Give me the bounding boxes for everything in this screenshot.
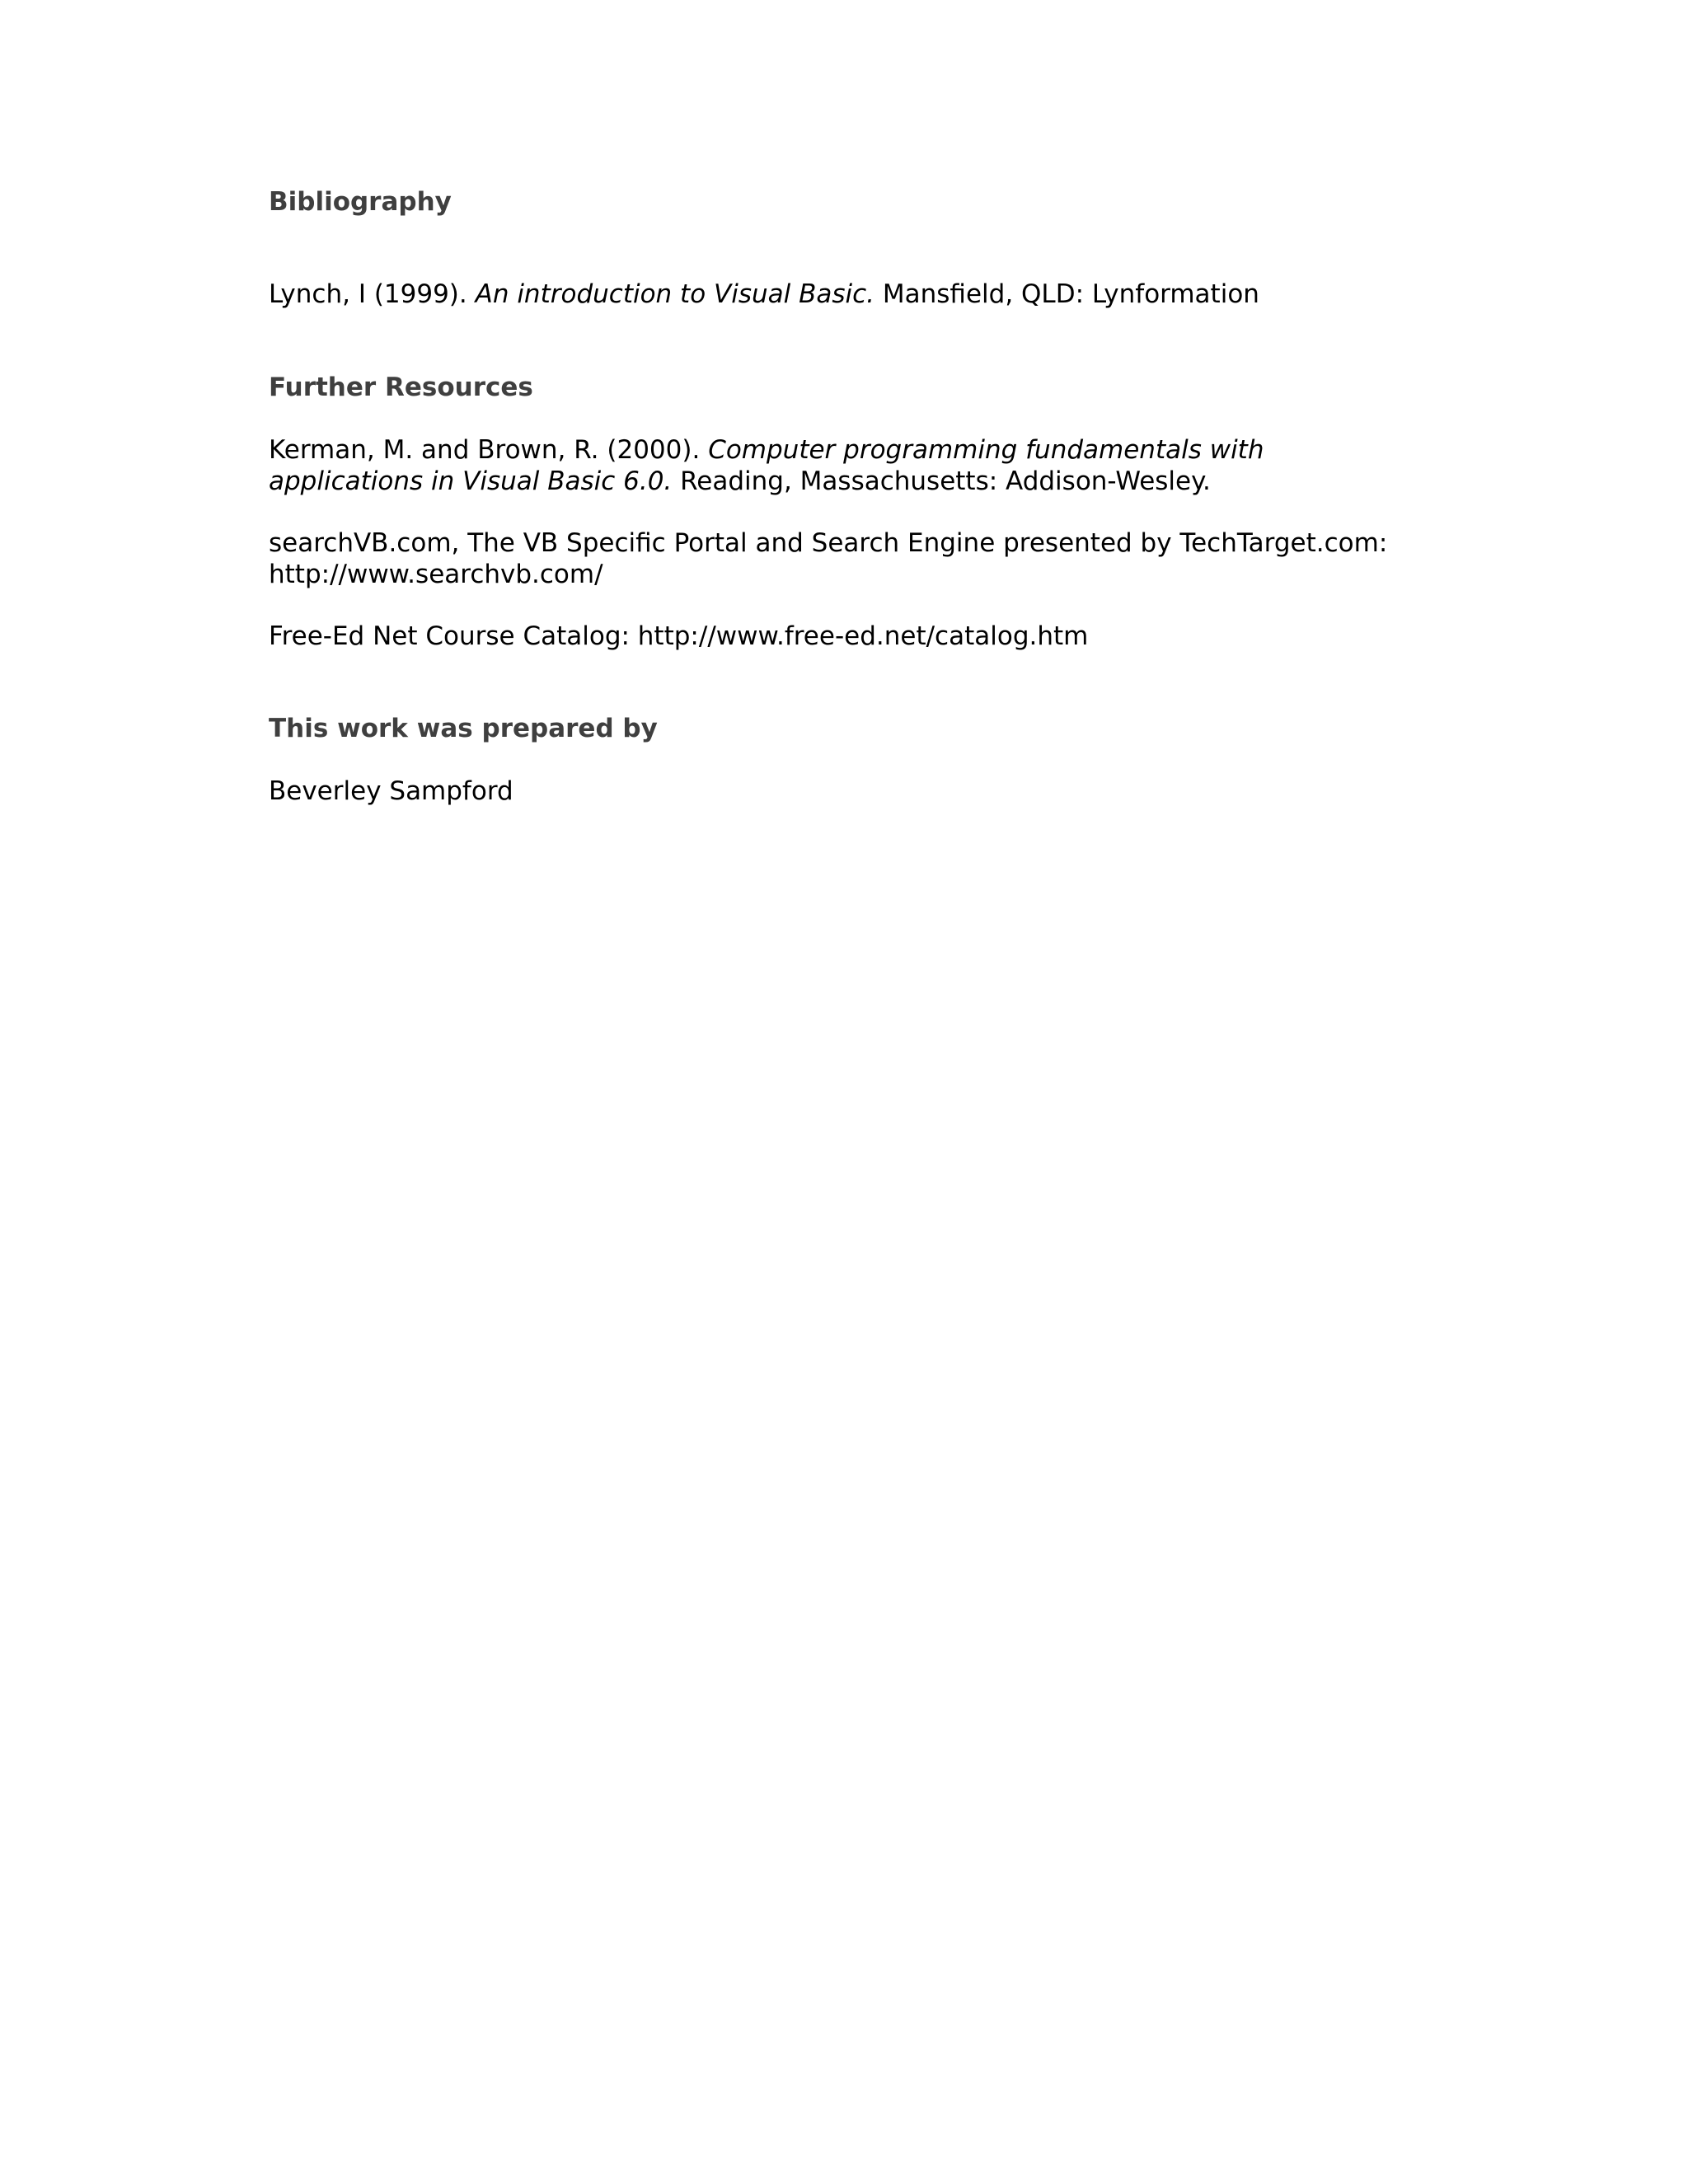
prepared-by-heading: This work was prepared by	[269, 714, 658, 743]
entry-title: An introduction to Visual Basic.	[475, 279, 875, 309]
resource-entry-kerman	[269, 434, 1439, 497]
entry-publisher: Mansfield, QLD: Lynformation	[874, 279, 1259, 309]
entry-url: http://www.searchvb.com/	[269, 560, 603, 589]
entry-line-2	[269, 466, 1439, 497]
further-resources-heading: Further Resources	[269, 373, 533, 402]
entry-line-1: searchVB.com, The VB Specific Portal and Search Engine presented by TechTarget.com:	[269, 528, 1388, 558]
entry-title-part-1: Computer programming fundamentals with	[708, 435, 1264, 465]
resource-entry-searchvb	[269, 527, 1439, 590]
resource-entry-free-ed: Free-Ed Net Course Catalog: http://www.free-ed.net/catalog.htm	[269, 621, 1089, 651]
author-name: Beverley Sampford	[269, 776, 513, 806]
entry-title-part-2: applications in Visual Basic 6.0.	[269, 466, 673, 496]
entry-author: Lynch, I (1999).	[269, 279, 476, 309]
bibliography-heading: Bibliography	[269, 187, 452, 217]
entry-author: Kerman, M. and Brown, R. (2000).	[269, 435, 709, 465]
bibliography-entry-lynch	[269, 279, 1439, 310]
entry-publisher: Reading, Massachusetts: Addison-Wesley.	[672, 466, 1211, 496]
entry-line-1	[269, 434, 1439, 466]
